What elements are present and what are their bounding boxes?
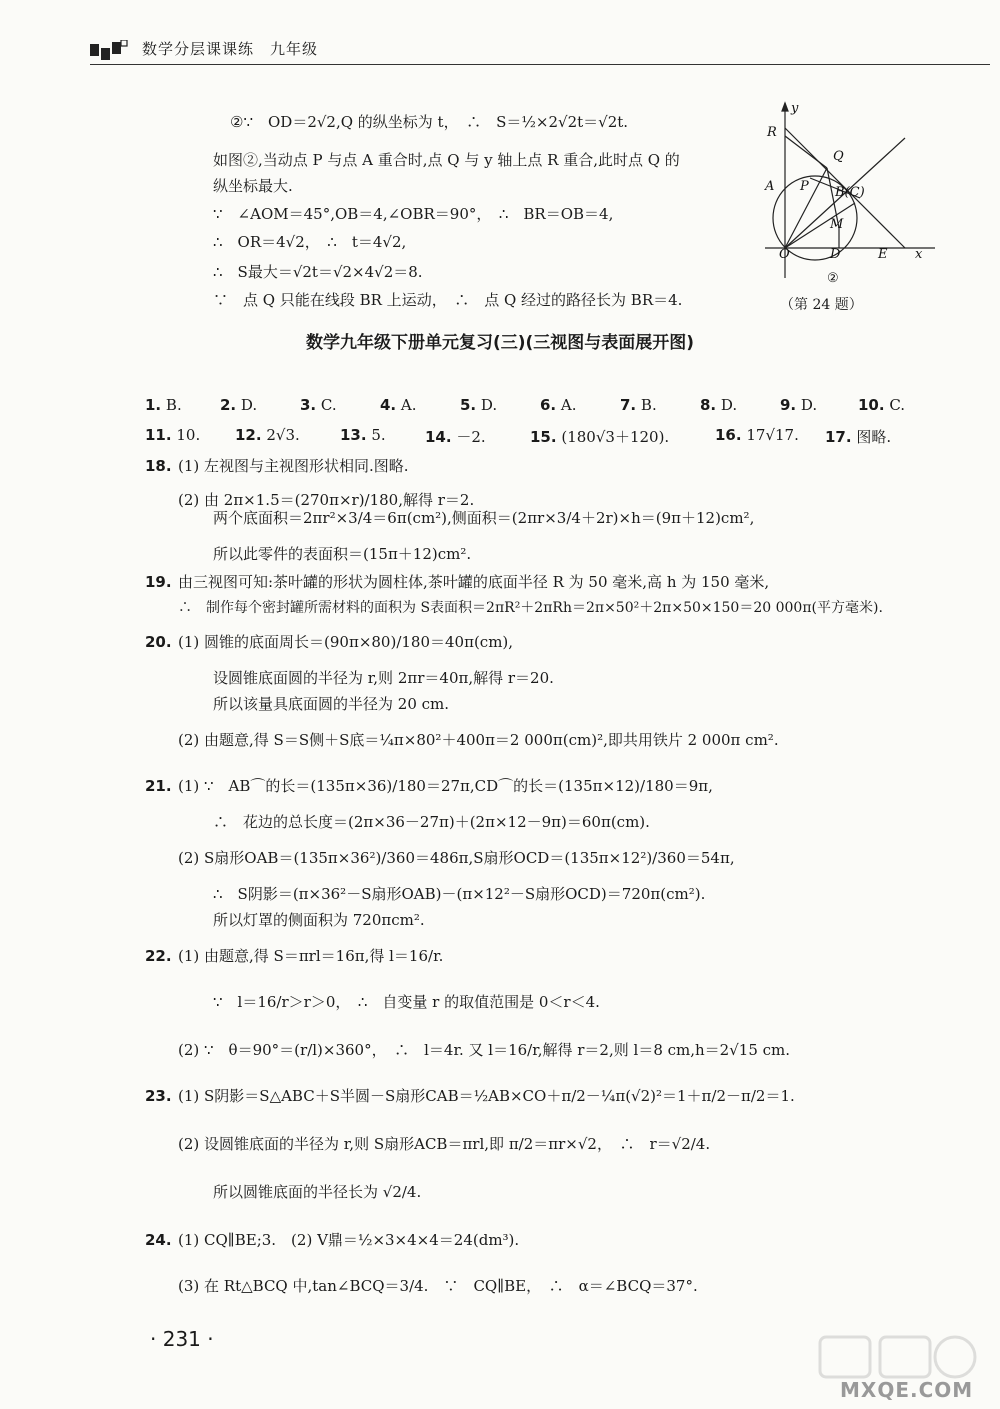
book-title: 数学分层课课练 九年级 (142, 40, 319, 58)
choice-item: 7. B. (620, 396, 657, 414)
blank-item: 17. 图略. (825, 428, 892, 446)
text-line: ∴ S阴影＝(π×36²－S扇形OAB)－(π×12²－S扇形OCD)＝720π(cm²). (213, 885, 706, 903)
text-line: ∵ l＝16/r＞r＞0， ∴ 自变量 r 的取值范围是 0＜r＜4. (213, 993, 600, 1011)
problem-number: 21. (145, 777, 172, 795)
label-m: M (830, 217, 844, 232)
page-number: · 231 · (150, 1327, 214, 1351)
text-line: (2) 设圆锥底面的半径为 r,则 S扇形ACB＝πrl,即 π/2＝πr×√2， ∴ r＝√2/4. (178, 1135, 711, 1153)
geometry-figure (755, 98, 945, 288)
label-r: R (767, 125, 777, 140)
text-line: ∴ 花边的总长度＝(2π×36－27π)＋(2π×12－9π)＝60π(cm). (213, 813, 650, 831)
choice-item: 5. D. (460, 396, 498, 414)
blank-item: 12. 2√3. (235, 426, 300, 444)
text-line: (2) S扇形OAB＝(135π×36²)/360＝486π,S扇形OCD＝(135π×12²)/360＝54π, (178, 849, 735, 867)
choice-item: 2. D. (220, 396, 258, 414)
book-logo-icon (90, 40, 130, 60)
problem-number: 18. (145, 457, 172, 475)
text-line: ∴ 制作每个密封罐所需材料的面积为 S表面积＝2πR²＋2πRh＝2π×50²＋2π×50×150＝20 000π(平方毫米). (178, 600, 883, 616)
text-line: (3) 在 Rt△BCQ 中,tan∠BCQ＝3/4. ∵ CQ∥BE， ∴ α＝∠BCQ＝37°. (178, 1277, 698, 1295)
text-line: 所以该量具底面圆的半径为 20 cm. (213, 695, 450, 713)
text-line: (1) S阴影＝S△ABC＋S半圆－S扇形CAB＝½AB×CO＋π/2－¼π(√2)²＝1＋π/2－π/2＝1. (178, 1087, 795, 1105)
text-line: (1) ∵ AB⌒的长＝(135π×36)/180＝27π,CD⌒的长＝(135π×12)/180＝9π, (178, 777, 713, 795)
blank-item: 14. －2. (425, 428, 486, 446)
text-line: 设圆锥底面圆的半径为 r,则 2πr＝40π,解得 r＝20. (213, 669, 554, 687)
blank-item: 16. 17√17. (715, 426, 799, 444)
text-line: 由三视图可知:茶叶罐的形状为圆柱体,茶叶罐的底面半径 R 为 50 毫米,高 h 为 150 毫米, (178, 573, 770, 591)
text-line: 所以圆锥底面的半径长为 √2/4. (213, 1183, 422, 1201)
choice-item: 1. B. (145, 396, 182, 414)
text-line: (1) CQ∥BE;3. (2) V鼎＝½×3×4×4＝24(dm³). (178, 1231, 520, 1249)
label-x: x (915, 247, 923, 262)
choice-item: 4. A. (380, 396, 417, 414)
text-line: ②∵ OD＝2√2,Q 的纵坐标为 t， ∴ S＝½×2√2t＝√2t. (230, 113, 629, 131)
page-header (90, 34, 990, 64)
choice-item: 6. A. (540, 396, 577, 414)
text-line: (1) 左视图与主视图形状相同.图略. (178, 457, 409, 475)
label-q: Q (833, 149, 844, 164)
label-e: E (878, 247, 888, 262)
figure-caption: （第 24 题） (780, 297, 863, 313)
text-line: (2) 由 2π×1.5＝(270π×r)/180,解得 r＝2. (178, 491, 475, 509)
choice-item: 3. C. (300, 396, 337, 414)
problem-number: 23. (145, 1087, 172, 1105)
choice-item: 10. C. (858, 396, 906, 414)
text-line: (2) ∵ θ＝90°＝(r/l)×360°， ∴ l＝4r. 又 l＝16/r,解得 r＝2,则 l＝8 cm,h＝2√15 cm. (178, 1041, 791, 1059)
text-line: ∵ ∠AOM＝45°,OB＝4,∠OBR＝90°， ∴ BR＝OB＝4, (213, 205, 614, 223)
label-d: D (830, 247, 841, 262)
problem-number: 19. (145, 573, 172, 591)
label-a: A (765, 179, 775, 194)
watermark-text: MXQE.COM (840, 1378, 974, 1402)
choice-item: 9. D. (780, 396, 818, 414)
text-line: ∴ OR＝4√2， ∴ t＝4√2, (213, 233, 407, 251)
text-line: (1) 由题意,得 S＝πrl＝16π,得 l＝16/r. (178, 947, 444, 965)
problem-number: 24. (145, 1231, 172, 1249)
header-rule (90, 64, 990, 65)
problem-number: 20. (145, 633, 172, 651)
text-line: (1) 圆锥的底面周长＝(90π×80)/180＝40π(cm), (178, 633, 514, 651)
blank-item: 15. (180√3＋120). (530, 428, 670, 446)
choice-item: 8. D. (700, 396, 738, 414)
text-line: (2) 由题意,得 S＝S侧＋S底＝¼π×80²＋400π＝2 000π(cm)²,即共用铁片 2 000π cm². (178, 731, 779, 749)
blank-item: 13. 5. (340, 426, 386, 444)
label-o: O (779, 247, 790, 262)
label-b: B(C) (835, 185, 865, 200)
problem-number: 22. (145, 947, 172, 965)
section-title: 数学九年级下册单元复习(三)(三视图与表面展开图) (305, 333, 695, 353)
text-line: 如图②,当动点 P 与点 A 重合时,点 Q 与 y 轴上点 R 重合,此时点 Q 的 (213, 151, 680, 169)
figure-number: ② (827, 271, 839, 286)
text-line: 纵坐标最大. (213, 177, 293, 195)
text-line: 所以此零件的表面积＝(15π＋12)cm². (213, 545, 472, 563)
text-line: 两个底面积＝2πr²×3/4＝6π(cm²),侧面积＝(2πr×3/4＋2r)×h＝(9π＋12)cm², (213, 509, 755, 527)
blank-item: 11. 10. (145, 426, 201, 444)
text-line: 所以灯罩的侧面积为 720πcm². (213, 911, 425, 929)
label-p: P (800, 179, 809, 194)
label-y: y (791, 101, 799, 116)
text-line: ∵ 点 Q 只能在线段 BR 上运动， ∴ 点 Q 经过的路径长为 BR＝4. (213, 291, 683, 309)
text-line: ∴ S最大＝√2t＝√2×4√2＝8. (213, 263, 423, 281)
